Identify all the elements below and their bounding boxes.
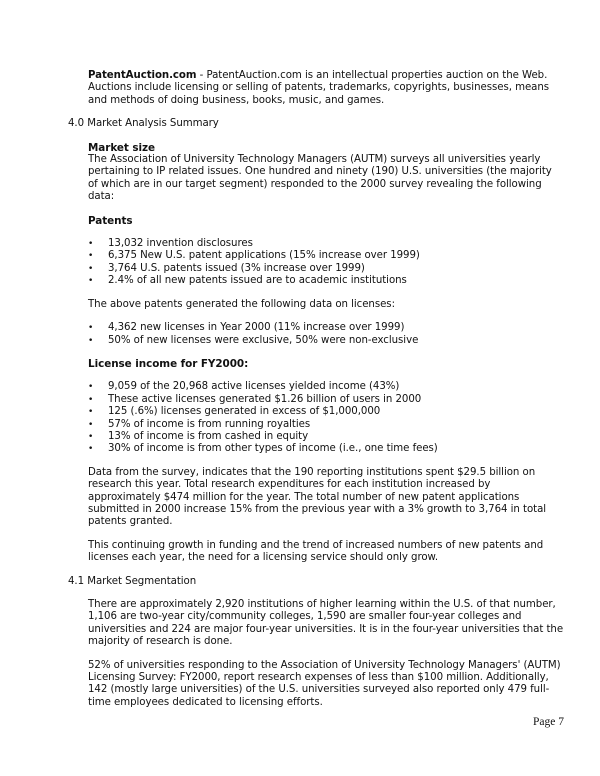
intro-paragraph [88, 70, 564, 107]
list-item: • 6,375 New U.S. patent applications (15% increase over 1999) [88, 250, 564, 262]
segmentation-paragraph-2: 52% of universities responding to the Association of University Technology Managers' (AUTM) Licensing Survey: FY2000, report research expenses of less than $100 million. Additionally, 142 (mostly large universities) of the U.S. universities surveyed also reported only 479 full-time employees dedicated to licensing efforts. [88, 659, 561, 708]
intro-term: PatentAuction.com [88, 70, 197, 81]
list-item: • 2.4% of all new patents issued are to academic institutions [88, 275, 564, 287]
license-income-heading: License income for FY2000: [88, 357, 249, 370]
market-size-text: The Association of University Technology Managers (AUTM) surveys all universities yearly pertaining to IP related issues. One hundred and ninety (190) U.S. universities (the majority of which are in our target segment) responded to the 2000 survey revealing the following data: [88, 154, 552, 203]
page-content [68, 70, 564, 709]
growth-paragraph: This continuing growth in funding and the trend of increased numbers of new patents and licenses each year, the need for a licensing service should only grow. [88, 539, 544, 564]
list-item: • 57% of income is from running royalties [88, 419, 564, 431]
patents-list [88, 238, 564, 288]
list-item: • 125 (.6%) licenses generated in excess of $1,000,000 [88, 406, 564, 418]
list-item: • 3,764 U.S. patents issued (3% increase over 1999) [88, 263, 564, 275]
list-item: • 9,059 of the 20,968 active licenses yielded income (43%) [88, 381, 564, 393]
section-4-0-title: 4.0 Market Analysis Summary [68, 118, 219, 130]
licenses-list [88, 322, 564, 347]
list-item: • 30% of income is from other types of income (i.e., one time fees) [88, 443, 564, 455]
segmentation-paragraph-1: There are approximately 2,920 institutions of higher learning within the U.S. of that number, 1,106 are two-year city/community colleges, 1,590 are smaller four-year colleges and universities and 224 are major four-year universities. It is in the four-year universities that the majority of research is done. [88, 599, 564, 648]
licenses-intro: The above patents generated the following data on licenses: [88, 298, 395, 310]
list-item: • 13,032 invention disclosures [88, 238, 564, 250]
survey-paragraph: Data from the survey, indicates that the 190 reporting institutions spent $29.5 billion on research this year. Total research expenditures for each institution increased by approximately $474 million for the year. The total number of new patent applications submitted in 2000 increase 15% from the previous year with a 3% growth to 3,764 in total patents granted. [88, 466, 547, 528]
patents-heading: Patents [88, 214, 133, 227]
income-list [88, 381, 564, 455]
list-item: • 50% of new licenses were exclusive, 50% were non-exclusive [88, 335, 564, 347]
list-item: • 4,362 new licenses in Year 2000 (11% increase over 1999) [88, 322, 564, 334]
list-item: • These active licenses generated $1.26 billion of users in 2000 [88, 394, 564, 406]
market-size-heading: Market size [88, 141, 156, 154]
section-4-1-title: 4.1 Market Segmentation [68, 575, 197, 587]
list-item: • 13% of income is from cashed in equity [88, 431, 564, 443]
page-number: Page 7 [533, 716, 564, 728]
intro-text: - PatentAuction.com is an intellectual properties auction on the Web. Auctions include licensing or selling of patents, trademarks, copyrights, businesses, means and methods of doing business, books, music, and games. [88, 70, 550, 106]
